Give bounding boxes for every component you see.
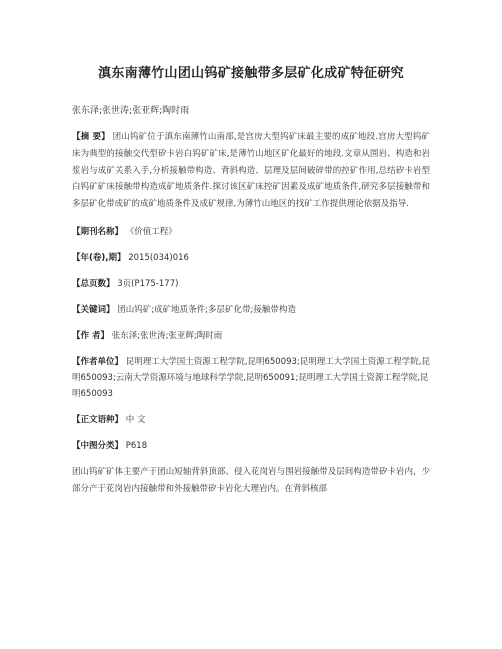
classification-label: 【 中图分类 】 [72, 441, 123, 451]
abstract-label: 【 摘 要 】 [72, 132, 110, 142]
pages-label: 【 总页数 】 [72, 279, 115, 289]
author-list: 张东泽;张世涛;张亚辉;陶时雨 [72, 106, 190, 116]
year-issue-field [72, 250, 430, 266]
classification-value: P618 [125, 440, 148, 451]
language-value: 中 文 [125, 414, 146, 425]
pages-value: 3页(P175-177) [117, 278, 179, 289]
authors-label: 【 作 者 】 [72, 331, 109, 341]
authors-field [72, 328, 430, 344]
authors-value: 张东泽;张世涛;张亚辉;陶时雨 [111, 330, 223, 341]
keywords-field [72, 302, 430, 318]
journal-value: 《价值工程》 [125, 226, 177, 237]
keywords-label: 【 关键词 】 [72, 305, 115, 315]
year-issue-value: 2015(034)016 [128, 252, 189, 263]
year-issue-label: 【 年(卷),期 】 [72, 253, 126, 263]
body-paragraph: 团山钨矿矿体主要产于团山短轴背斜顶部、侵入花岗岩与围岩接触带及层间构造带矽卡岩内，少部分产于花岗岩内接触带和外接触带矽卡岩化大理岩内。在背斜核部 [72, 466, 430, 494]
affiliation-field [72, 354, 430, 402]
paper-title: 滇东南薄竹山团山钨矿接触带多层矿化成矿特征研究 [98, 66, 404, 81]
affiliation-label: 【 作者单位 】 [72, 357, 123, 367]
classification-field [72, 438, 430, 454]
pages-field [72, 276, 430, 292]
abstract-section [72, 129, 430, 213]
journal-label: 【 期刊名称 】 [72, 227, 123, 237]
language-label: 【 正文语种 】 [72, 415, 123, 425]
affiliation-value: 昆明理工大学国土资源工程学院,昆明650093;昆明理工大学国土资源工程学院,昆明650093;云南大学资源环境与地球科学学院,昆明650091;昆明理工大学国土资源工程学院,昆明650093 [72, 356, 430, 399]
language-field [72, 412, 430, 428]
abstract-text: 团山钨矿位于滇东南薄竹山南部,是宫房大型钨矿床最主要的成矿地段.宫房大型钨矿床为典型的接触交代型矽卡岩白钨矿矿床,是薄竹山地区矿化最好的地段.文章从围岩、构造和岩浆岩与成矿关系入手,分析接触带构造、背斜构造、层理及层间破碎带的控矿作用,总结矽卡岩型白钨矿矿床接触带构造成矿地质条件.探讨该区矿床控矿因素及成矿地质条件,研究多层接触带和多层矿化带成矿的成矿地质条件及成矿规律,为薄竹山地区的找矿工作提供理论依据及指导. [72, 132, 430, 210]
journal-field [72, 224, 430, 240]
keywords-value: 团山钨矿;成矿地质条件;多层矿化带;接触带构造 [117, 304, 296, 315]
